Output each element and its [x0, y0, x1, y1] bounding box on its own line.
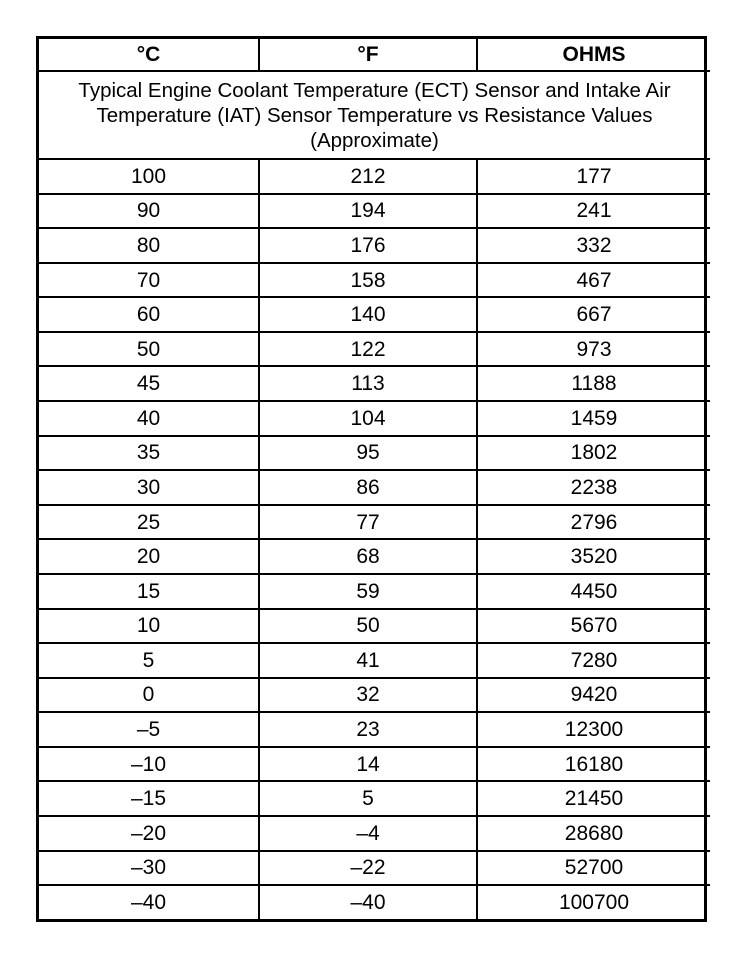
- table-row: [39, 401, 710, 436]
- celsius-cell: 30: [39, 470, 259, 505]
- celsius-cell: 100: [39, 159, 259, 194]
- header-ohms: OHMS: [477, 39, 710, 71]
- header-celsius: °C: [39, 39, 259, 71]
- header-row: [39, 39, 710, 71]
- table-row: [39, 574, 710, 609]
- table-row: [39, 332, 710, 367]
- table-row: [39, 539, 710, 574]
- ohms-cell: 7280: [477, 643, 710, 678]
- fahrenheit-cell: 158: [259, 263, 477, 298]
- fahrenheit-cell: 212: [259, 159, 477, 194]
- celsius-cell: –40: [39, 885, 259, 919]
- celsius-cell: –5: [39, 712, 259, 747]
- caption-row: [39, 71, 710, 159]
- ohms-cell: 12300: [477, 712, 710, 747]
- celsius-cell: 80: [39, 228, 259, 263]
- celsius-cell: 0: [39, 678, 259, 713]
- ohms-cell: 177: [477, 159, 710, 194]
- fahrenheit-cell: –40: [259, 885, 477, 919]
- table-caption: Typical Engine Coolant Temperature (ECT) Sensor and Intake Air Temperature (IAT) Sensor Temperature vs Resistance Values (Approximate): [39, 71, 710, 159]
- ohms-cell: 1802: [477, 436, 710, 471]
- ohms-cell: 100700: [477, 885, 710, 919]
- ohms-cell: 973: [477, 332, 710, 367]
- fahrenheit-cell: 23: [259, 712, 477, 747]
- ohms-cell: 2238: [477, 470, 710, 505]
- ohms-cell: 467: [477, 263, 710, 298]
- fahrenheit-cell: 140: [259, 297, 477, 332]
- ohms-cell: 1459: [477, 401, 710, 436]
- celsius-cell: 50: [39, 332, 259, 367]
- celsius-cell: –20: [39, 816, 259, 851]
- fahrenheit-cell: 104: [259, 401, 477, 436]
- ohms-cell: 2796: [477, 505, 710, 540]
- celsius-cell: 35: [39, 436, 259, 471]
- fahrenheit-cell: 5: [259, 781, 477, 816]
- fahrenheit-cell: 122: [259, 332, 477, 367]
- fahrenheit-cell: 86: [259, 470, 477, 505]
- table-row: [39, 609, 710, 644]
- celsius-cell: –15: [39, 781, 259, 816]
- fahrenheit-cell: 32: [259, 678, 477, 713]
- ohms-cell: 1188: [477, 366, 710, 401]
- table-row: [39, 263, 710, 298]
- fahrenheit-cell: –22: [259, 851, 477, 886]
- ohms-cell: 241: [477, 194, 710, 229]
- ohms-cell: 52700: [477, 851, 710, 886]
- fahrenheit-cell: 194: [259, 194, 477, 229]
- celsius-cell: 60: [39, 297, 259, 332]
- ohms-cell: 4450: [477, 574, 710, 609]
- celsius-cell: 70: [39, 263, 259, 298]
- table-row: [39, 851, 710, 886]
- table-body: [39, 159, 710, 919]
- celsius-cell: 20: [39, 539, 259, 574]
- table-row: [39, 297, 710, 332]
- fahrenheit-cell: 176: [259, 228, 477, 263]
- ohms-cell: 28680: [477, 816, 710, 851]
- celsius-cell: 5: [39, 643, 259, 678]
- ohms-cell: 3520: [477, 539, 710, 574]
- table-row: [39, 470, 710, 505]
- ohms-cell: 5670: [477, 609, 710, 644]
- ohms-cell: 332: [477, 228, 710, 263]
- celsius-cell: 90: [39, 194, 259, 229]
- table-row: [39, 712, 710, 747]
- table-row: [39, 747, 710, 782]
- celsius-cell: –10: [39, 747, 259, 782]
- celsius-cell: –30: [39, 851, 259, 886]
- ohms-cell: 16180: [477, 747, 710, 782]
- table-row: [39, 194, 710, 229]
- table-row: [39, 228, 710, 263]
- ohms-cell: 21450: [477, 781, 710, 816]
- table-row: [39, 643, 710, 678]
- table-row: [39, 816, 710, 851]
- table-row: [39, 505, 710, 540]
- table-row: [39, 678, 710, 713]
- fahrenheit-cell: 59: [259, 574, 477, 609]
- table-row: [39, 366, 710, 401]
- fahrenheit-cell: 68: [259, 539, 477, 574]
- table-row: [39, 159, 710, 194]
- fahrenheit-cell: 113: [259, 366, 477, 401]
- fahrenheit-cell: 77: [259, 505, 477, 540]
- fahrenheit-cell: 41: [259, 643, 477, 678]
- table-row: [39, 436, 710, 471]
- ohms-cell: 667: [477, 297, 710, 332]
- table-row: [39, 781, 710, 816]
- celsius-cell: 45: [39, 366, 259, 401]
- fahrenheit-cell: 50: [259, 609, 477, 644]
- celsius-cell: 10: [39, 609, 259, 644]
- header-fahrenheit: °F: [259, 39, 477, 71]
- celsius-cell: 40: [39, 401, 259, 436]
- celsius-cell: 25: [39, 505, 259, 540]
- fahrenheit-cell: –4: [259, 816, 477, 851]
- celsius-cell: 15: [39, 574, 259, 609]
- resistance-table-frame: [36, 36, 707, 922]
- table-row: [39, 885, 710, 919]
- ohms-cell: 9420: [477, 678, 710, 713]
- fahrenheit-cell: 95: [259, 436, 477, 471]
- ect-iat-resistance-table: [39, 39, 710, 919]
- fahrenheit-cell: 14: [259, 747, 477, 782]
